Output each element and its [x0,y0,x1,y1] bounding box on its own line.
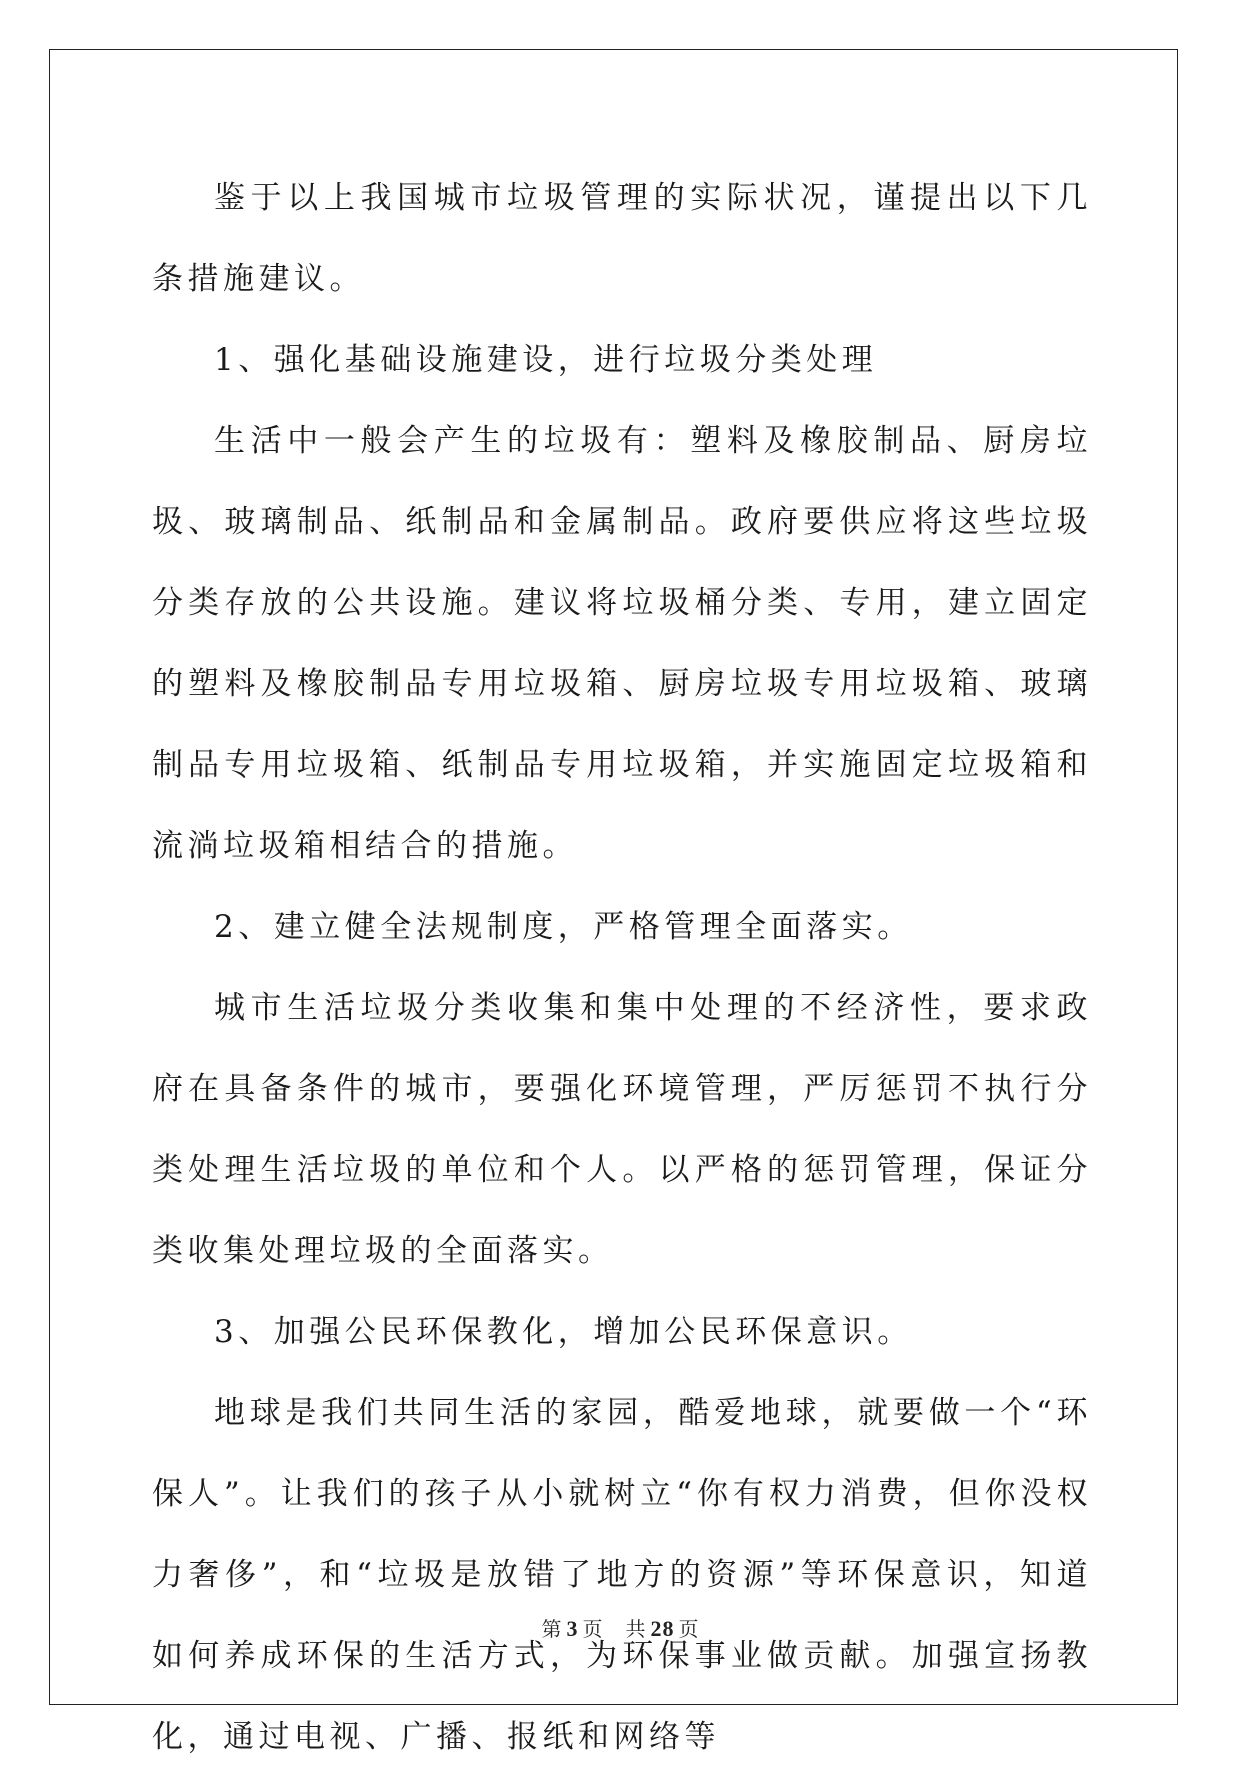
heading-measure-2: 2、建立健全法规制度，严格管理全面落实。 [214,909,913,945]
current-page-number: 3 [566,1616,579,1641]
paragraph-measure-3-body: 地球是我们共同生活的家园，酷爱地球，就要做一个“环保人”。让我们的孩子从小就树立“你有权力消费，但你没权力奢侈”，和“垃圾是放错了地方的资源”等环保意识，知道如何养成环保的生活方式，为环保事业做贡献。加强宣扬教化，通过电视、广播、报纸和网络等 [152,1395,1092,1755]
total-prefix: 共 [625,1617,647,1641]
page-prefix: 第 [541,1617,563,1641]
paragraph-measure-1-body: 生活中一般会产生的垃圾有：塑料及橡胶制品、厨房垃圾、玻璃制品、纸制品和金属制品。政府要供应将这些垃圾分类存放的公共设施。建议将垃圾桶分类、专用，建立固定的塑料及橡胶制品专用垃圾箱、厨房垃圾专用垃圾箱、玻璃制品专用垃圾箱、纸制品专用垃圾箱，并实施固定垃圾箱和流淌垃圾箱相结合的措施。 [152,423,1092,864]
paragraph-intro: 鉴于以上我国城市垃圾管理的实际状况，谨提出以下几条措施建议。 [152,180,1092,297]
total-page-count: 28 [650,1616,675,1641]
heading-measure-3: 3、加强公民环保教化，增加公民环保意识。 [214,1314,913,1350]
page-suffix: 页 [582,1617,604,1641]
paragraph-measure-2-body: 城市生活垃圾分类收集和集中处理的不经济性，要求政府在具备条件的城市，要强化环境管理，严厉惩罚不执行分类处理生活垃圾的单位和个人。以严格的惩罚管理，保证分类收集处理垃圾的全面落实。 [152,990,1092,1269]
heading-measure-1: 1、强化基础设施建设，进行垃圾分类处理 [214,342,878,378]
document-body [152,158,1092,1778]
total-suffix: 页 [678,1617,700,1641]
page-footer [0,1613,1241,1642]
